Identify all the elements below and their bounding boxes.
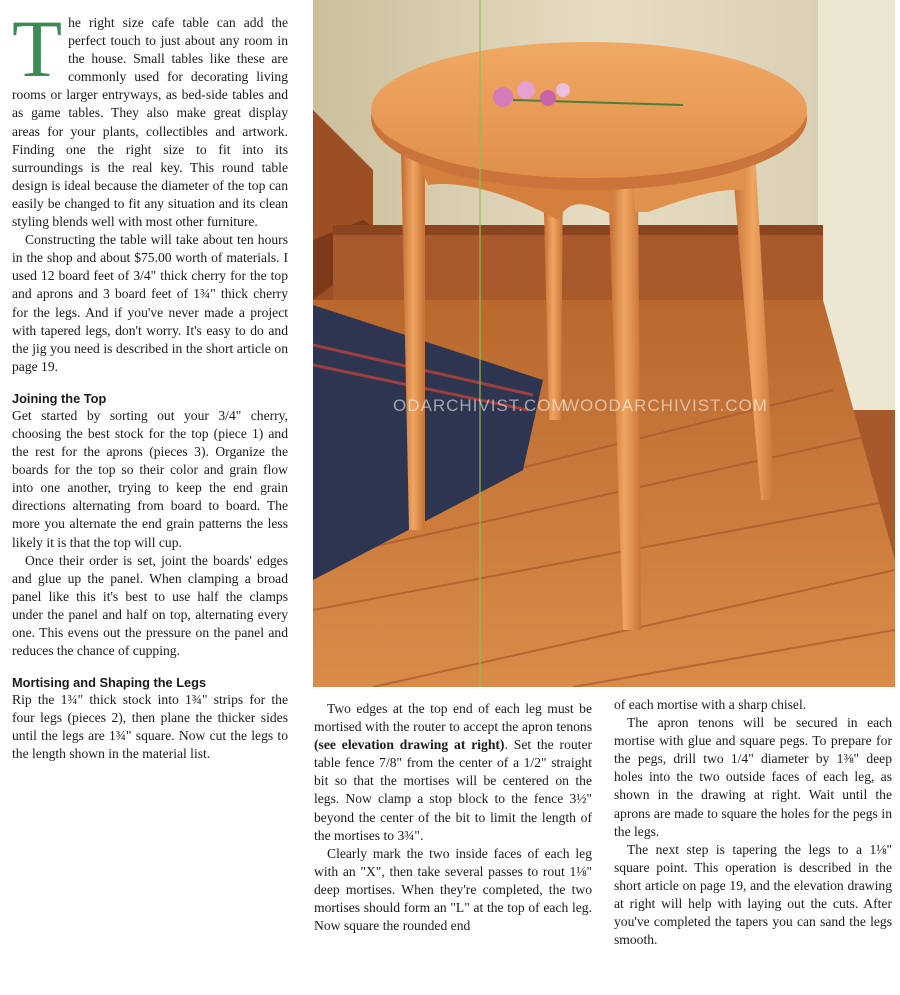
article-column-3 — [614, 696, 892, 949]
paragraph: Get started by sorting out your 3/4" cherry, choosing the best stock for the top (piece 1) and the rest for the aprons (pieces 3). Organize the boards for the top so their color and grain flow into one another, trying to keep the end grain directions alternating from board to board. The more you alternate the end grain patterns the less likely it is that the top will cup. — [12, 407, 288, 550]
paragraph: Once their order is set, joint the boards' edges and glue up the panel. When clamping a broad panel like this it's best to use half the clamps under the panel and half on top, alternating every one. This evens out the pressure on the panel and reduces the chance of cupping. — [12, 552, 288, 659]
paragraph: The apron tenons will be secured in each mortise with glue and square pegs. To prepare for the pegs, drill two 1/4" diameter by 1⅜" deep holes into the two outside faces of each leg, as shown in the drawing at right. Wait until the aprons are made to square the holes for the pegs in the legs. — [614, 715, 892, 839]
paragraph: of each mortise with a sharp chisel. — [614, 697, 807, 712]
watermark-right: WOODARCHIVIST.COM — [563, 396, 768, 415]
paragraph: Two edges at the top end of each leg must be mortised with the router to accept the apron tenons (see elevation drawing at right). Set the router table fence 7/8" from the center of a 1/2" straight bit so that the mortises will be centered on the legs. Now clamp a stop block to the fence 3½" beyond the center of the bit to limit the length of the mortises to 3¾". — [314, 701, 592, 843]
article-column-2 — [314, 700, 592, 935]
paragraph: Clearly mark the two inside faces of each leg with an "X", then take several passes to rout 1⅛" deep mortises. When they're completed, the two mortises should form an "L" at the top of each leg. Now square the rounded end — [314, 845, 592, 934]
drawing-reference: (see elevation drawing at right) — [314, 737, 505, 753]
paragraph: Rip the 1¾" thick stock into 1¾" strips for the four legs (pieces 2), then plane the thicker sides until the legs are 1¾" square. Now cut the legs to the length shown in the material list. — [12, 692, 288, 762]
article-column-1 — [12, 3, 288, 764]
table-photo — [313, 0, 895, 687]
section-heading-joining-top: Joining the Top — [12, 390, 107, 406]
paragraph: Constructing the table will take about ten hours in the shop and about $75.00 worth of materials. I used 12 board feet of 3/4" thick cherry for the top and aprons and 3 board feet of 1¾" thick cherry for the legs. And if you've never made a project with tapered legs, don't worry. It's easy to do and the jig you need is described in the short article on page 19. — [12, 232, 288, 374]
cafe-table-illustration — [313, 0, 895, 687]
paragraph: The next step is tapering the legs to a 1⅛" square point. This operation is described in the short article on page 19, and the elevation drawing at right will help with laying out the cuts. After you've completed the tapers you can sand the legs smooth. — [614, 841, 892, 948]
section-heading-mortising-legs: Mortising and Shaping the Legs — [12, 675, 207, 691]
intro-paragraph: The right size cafe table can add the perfect touch to just about any room in the house. Small tables like these are commonly used for decorating living rooms or larger entryways, as bed-side tables and as game tables. They also make great display areas for your plants, collectibles and artwork. Finding one the right size to fit into its surroundings is the real key. This round table design is ideal because the diameter of the top can easily be changed to fit any situation and its clean styling blends well with most other furniture. — [12, 3, 288, 230]
watermark-left: ODARCHIVIST.COM — [393, 396, 567, 415]
drop-cap: T — [12, 3, 63, 94]
